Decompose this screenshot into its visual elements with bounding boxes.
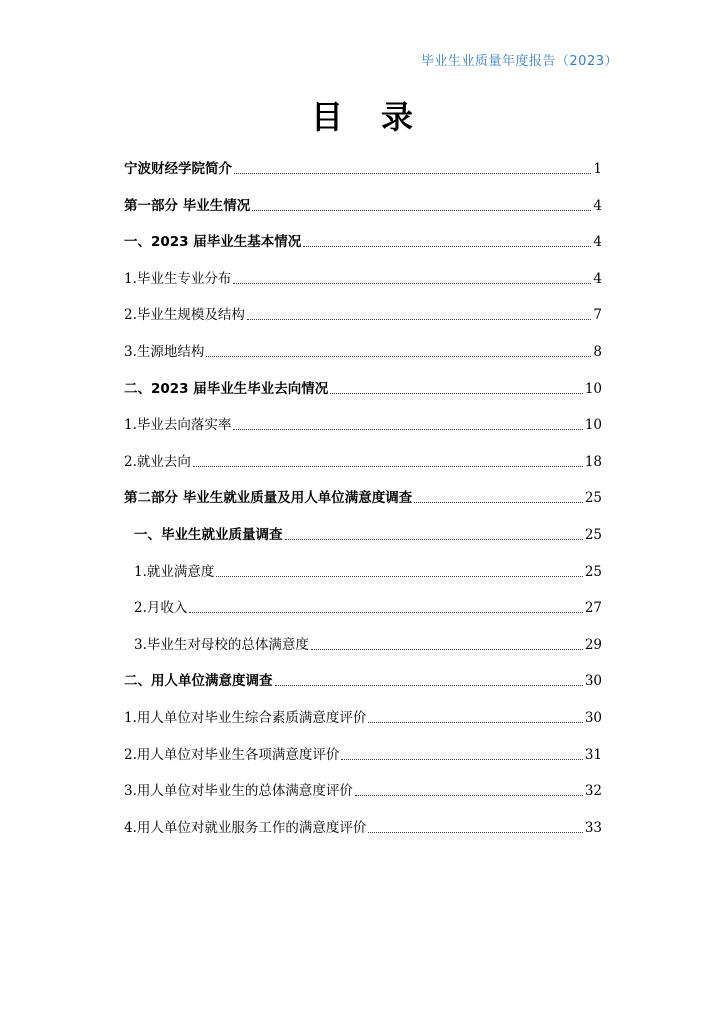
toc-entry-page: 31	[584, 746, 602, 763]
toc-entry[interactable]	[134, 563, 602, 581]
toc-entry-label: 第一部分 毕业生情况	[124, 197, 251, 214]
toc-leader-dots	[368, 721, 582, 723]
toc-entry[interactable]	[124, 453, 602, 471]
toc-entry-label: 1.就业满意度	[134, 563, 215, 580]
toc-entry-page: 32	[584, 783, 602, 800]
toc-entry[interactable]	[124, 709, 602, 727]
toc-leader-dots	[414, 501, 583, 503]
toc-entry-page: 25	[584, 527, 602, 543]
toc-entry-label: 4.用人单位对就业服务工作的满意度评价	[124, 819, 367, 836]
toc-entry-page: 1	[593, 161, 602, 177]
toc-leader-dots	[303, 245, 591, 247]
toc-entry-page: 4	[593, 234, 602, 251]
toc-entry[interactable]	[134, 599, 602, 617]
toc-entry[interactable]	[134, 526, 602, 544]
toc-entry-page: 7	[593, 307, 602, 324]
toc-entry-label: 第二部分 毕业生就业质量及用人单位满意度调查	[124, 490, 413, 507]
toc-entry[interactable]	[124, 160, 602, 178]
toc-entry[interactable]	[124, 380, 602, 398]
toc-entry-label: 1.用人单位对毕业生综合素质满意度评价	[124, 710, 367, 726]
toc-entry-page: 30	[584, 673, 602, 690]
toc-entry-label: 2.月收入	[134, 600, 188, 617]
toc-leader-dots	[193, 465, 583, 467]
toc-entry-label: 3.毕业生对母校的总体满意度	[134, 636, 309, 653]
toc-entry-page: 4	[593, 270, 602, 287]
page-title: 目录	[310, 98, 451, 136]
toc-leader-dots	[252, 209, 591, 211]
toc-entry-page: 33	[584, 819, 602, 836]
toc-leader-dots	[341, 758, 582, 760]
toc-entry-page: 4	[593, 197, 602, 214]
toc-leader-dots	[355, 794, 583, 796]
toc-leader-dots	[311, 648, 583, 650]
toc-entry[interactable]	[124, 343, 602, 361]
toc-entry-page: 30	[584, 710, 602, 726]
toc-entry-page: 25	[584, 563, 602, 580]
running-header: 毕业生业质量年度报告（2023）	[420, 54, 618, 69]
toc-entry[interactable]	[124, 782, 602, 800]
toc-entry-label: 二、2023 届毕业生毕业去向情况	[124, 380, 329, 397]
toc-entry-label: 一、毕业生就业质量调查	[134, 527, 283, 543]
toc-entry-page: 29	[584, 636, 602, 653]
toc-entry[interactable]	[134, 636, 602, 654]
toc-entry-label: 1.毕业去向落实率	[124, 417, 232, 434]
toc-leader-dots	[233, 428, 582, 430]
toc-entry-page: 10	[584, 380, 602, 397]
toc-entry-label: 二、用人单位满意度调查	[124, 673, 273, 690]
toc-leader-dots	[206, 355, 591, 357]
toc-leader-dots	[189, 611, 582, 613]
toc-entry-label: 一、2023 届毕业生基本情况	[124, 234, 302, 251]
toc-entry-label: 3.用人单位对毕业生的总体满意度评价	[124, 783, 353, 800]
toc-entry[interactable]	[124, 197, 602, 215]
toc-entry-page: 10	[584, 417, 602, 434]
toc-entry-page: 25	[584, 490, 602, 507]
toc-entry[interactable]	[124, 819, 602, 837]
toc-leader-dots	[233, 282, 591, 284]
toc-entry-page: 27	[584, 600, 602, 617]
toc-entry[interactable]	[124, 746, 602, 764]
toc-leader-dots	[330, 392, 583, 394]
toc-entry-label: 2.用人单位对毕业生各项满意度评价	[124, 746, 340, 763]
toc-entry-label: 3.生源地结构	[124, 344, 205, 360]
toc-leader-dots	[247, 318, 592, 320]
toc-entry[interactable]	[124, 233, 602, 251]
toc-entry-label: 宁波财经学院简介	[124, 161, 232, 177]
toc-entry[interactable]	[124, 672, 602, 690]
toc-entry[interactable]	[124, 270, 602, 288]
toc-entry-label: 2.就业去向	[124, 453, 191, 470]
toc-entry-page: 18	[584, 453, 602, 470]
toc-entry[interactable]	[124, 489, 602, 507]
toc-leader-dots	[368, 831, 582, 833]
toc-entry[interactable]	[124, 306, 602, 324]
toc-leader-dots	[275, 684, 583, 686]
toc-entry-label: 2.毕业生规模及结构	[124, 307, 245, 324]
toc-entry-label: 1.毕业生专业分布	[124, 270, 232, 287]
toc-entry-page: 8	[593, 344, 602, 360]
toc-entry[interactable]	[124, 416, 602, 434]
toc-leader-dots	[285, 538, 583, 540]
toc-leader-dots	[216, 575, 582, 577]
toc-leader-dots	[234, 172, 591, 174]
